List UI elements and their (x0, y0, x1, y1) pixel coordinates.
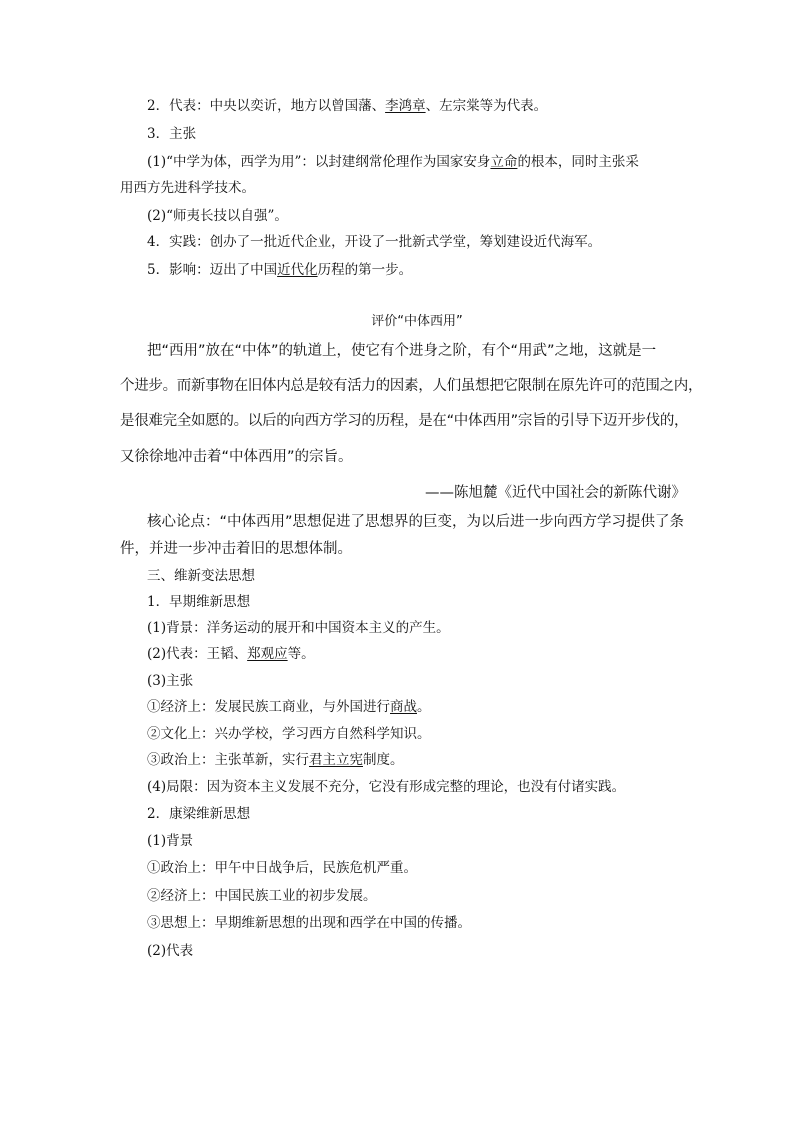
underlined-term: 商战 (390, 699, 417, 715)
practice-line: 4．实践：创办了一批近代企业，开设了一批新式学堂，筹划建设近代海军。 (147, 234, 602, 250)
evaluation-line-4: 又徐徐地冲击着“中体西用”的宗旨。 (120, 449, 353, 465)
text: ①经济上：发展民族工商业，与外国进行 (147, 699, 390, 715)
underlined-term: 近代化 (277, 262, 318, 278)
early-reform-heading: 1．早期维新思想 (147, 594, 251, 610)
underlined-term: 李鸿章 (385, 98, 426, 114)
representatives-line (147, 96, 707, 116)
proposition-2: (2)“师夷长技以自强”。 (147, 208, 288, 224)
text: 䜣 (263, 98, 278, 114)
text: 等。 (287, 646, 315, 662)
text: 制度。 (363, 752, 404, 768)
economic-background: ②经济上：中国民族工业的初步发展。 (147, 888, 377, 904)
cultural-proposition: ②文化上：兴办学校，学习西方自然科学知识。 (147, 726, 431, 742)
text: (2)代表：王韬、 (147, 646, 248, 662)
economic-proposition (147, 697, 707, 717)
impact-line (147, 260, 707, 280)
core-argument-line-1: 核心论点：“中体西用”思想促进了思想界的巨变，为以后进一步向西方学习提供了条 (147, 514, 685, 530)
text: 、左宗棠等为代表。 (425, 98, 548, 114)
proposition-1-line2: 用西方先进科学技术。 (120, 180, 255, 196)
evaluation-line-2: 个进步。而新事物在旧体内总是较有活力的因素，人们虽想把它限制在原先许可的范围之内， (120, 378, 703, 394)
quote-source: ——陈旭麓《近代中国社会的新陈代谢》 (425, 485, 686, 501)
text: 历程的第一步。 (317, 262, 413, 278)
text: (1)“中学为体，西学为用”：以封建纲常伦理作为国家安身 (147, 154, 491, 170)
kang-liang-background-heading: (1)背景 (147, 833, 194, 849)
underlined-term: 立命 (490, 154, 518, 170)
evaluation-title: 评价“中体西用” (371, 314, 463, 329)
text: 5．影响：迈出了中国 (147, 262, 278, 278)
evaluation-line-1: 把“西用”放在“中体”的轨道上，使它有个进身之阶，有个“用武”之地，这就是一 (147, 343, 657, 359)
text: 的根本，同时主张采 (517, 154, 639, 170)
underlined-term: 君主立宪 (309, 752, 363, 768)
underlined-term: 郑观应 (247, 646, 288, 662)
ideological-background: ③思想上：早期维新思想的出现和西学在中国的传播。 (147, 915, 471, 931)
political-background: ①政治上：甲午中日战争后，民族危机严重。 (147, 860, 417, 876)
evaluation-line-3: 是很难完全如愿的。以后的向西方学习的历程，是在“中体西用”宗旨的引导下迈开步伐的， (120, 413, 689, 429)
early-limitations: (4)局限：因为资本主义发展不充分，它没有形成完整的理论，也没有付诸实践。 (147, 779, 626, 795)
text: ，地方以曾国藩、 (277, 98, 386, 114)
kang-liang-heading: 2．康梁维新思想 (147, 806, 251, 822)
text: 。 (417, 699, 431, 715)
section-heading-reform: 三、维新变法思想 (147, 568, 255, 584)
proposition-heading: 3．主张 (147, 126, 197, 142)
early-representatives (147, 644, 707, 664)
core-argument-line-2: 件，并进一步冲击着旧的思想体制。 (120, 541, 352, 557)
text: 2．代表：中央以奕 (147, 98, 264, 114)
political-proposition (147, 750, 707, 770)
early-propositions-heading: (3)主张 (147, 673, 194, 689)
kang-liang-representatives-heading: (2)代表 (147, 943, 194, 959)
proposition-1-line1 (147, 152, 707, 172)
text: ③政治上：主张革新，实行 (147, 752, 309, 768)
early-background: (1)背景：洋务运动的展开和中国资本主义的产生。 (147, 620, 450, 636)
